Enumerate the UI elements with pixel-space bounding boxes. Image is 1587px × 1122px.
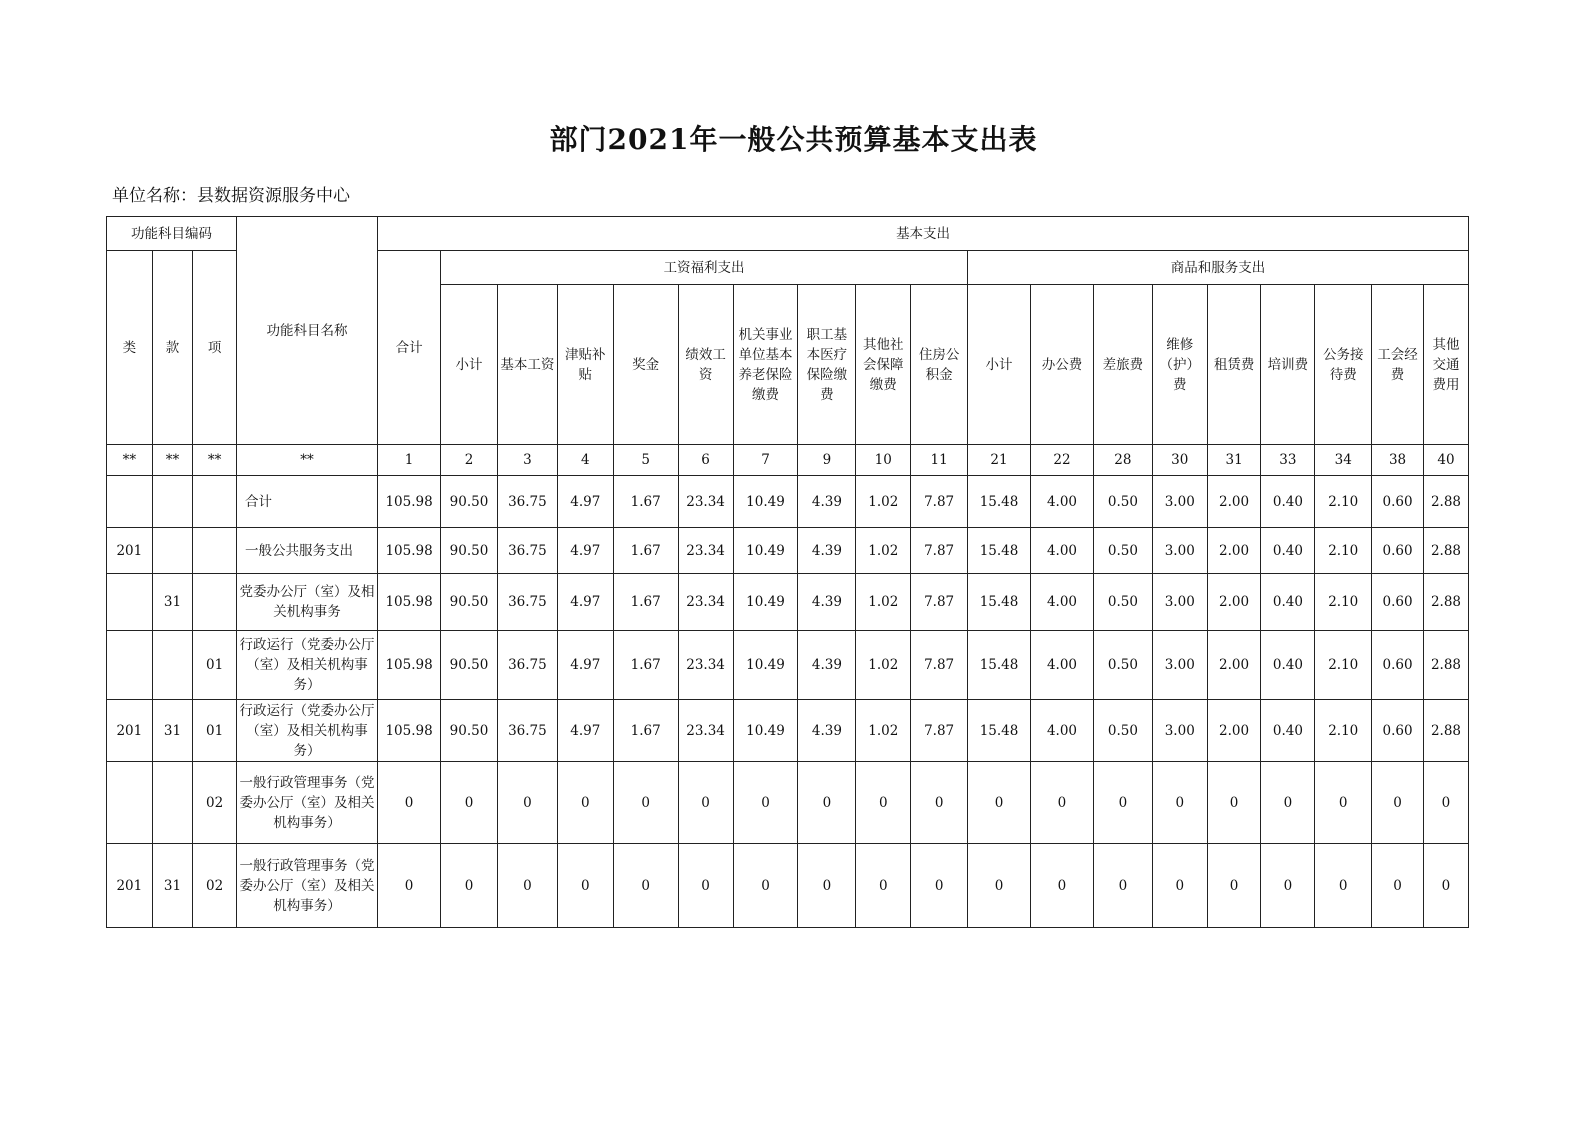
value-cell: 1.02: [856, 476, 911, 528]
value-cell: 0: [911, 762, 968, 844]
column-code-cell: **: [152, 445, 193, 476]
column-code-cell: 22: [1031, 445, 1094, 476]
value-cell: 4.39: [798, 476, 856, 528]
value-cell: 1.02: [856, 528, 911, 574]
value-cell: 1.67: [613, 700, 678, 762]
value-cell: 3.00: [1152, 528, 1207, 574]
salary-group-header: 工资福利支出: [441, 251, 968, 285]
lei-cell: [107, 476, 153, 528]
xiang-cell: 02: [193, 762, 237, 844]
unit-name-label: 单位名称：县数据资源服务中心: [112, 186, 350, 206]
xiang-cell: 01: [193, 631, 237, 700]
xiang-cell: 02: [193, 844, 237, 928]
value-cell: 0: [1152, 844, 1207, 928]
xiang-cell: [193, 528, 237, 574]
header-row-1: [107, 217, 1469, 251]
column-code-cell: 2: [441, 445, 498, 476]
value-cell: 0: [1315, 762, 1372, 844]
value-cell: 0: [497, 762, 557, 844]
value-cell: 4.97: [557, 700, 613, 762]
value-cell: 0: [497, 844, 557, 928]
value-cell: 90.50: [441, 528, 498, 574]
kuan-cell: 31: [152, 844, 193, 928]
value-cell: 4.00: [1031, 631, 1094, 700]
value-cell: 4.97: [557, 574, 613, 631]
value-cell: 0.60: [1372, 528, 1424, 574]
salary-col-header: 绩效工资: [678, 285, 733, 445]
xiang-cell: 01: [193, 700, 237, 762]
salary-col-header: 住房公积金: [911, 285, 968, 445]
value-cell: 1.67: [613, 574, 678, 631]
value-cell: 0: [1152, 762, 1207, 844]
value-cell: 0: [557, 762, 613, 844]
value-cell: 90.50: [441, 574, 498, 631]
value-cell: 4.97: [557, 528, 613, 574]
value-cell: 36.75: [497, 700, 557, 762]
column-code-cell: 30: [1152, 445, 1207, 476]
value-cell: 3.00: [1152, 574, 1207, 631]
lei-cell: 201: [107, 528, 153, 574]
column-code-cell: 40: [1423, 445, 1468, 476]
function-name-cell: 行政运行（党委办公厅（室）及相关机构事务）: [236, 631, 377, 700]
name-header: 功能科目名称: [236, 217, 377, 445]
value-cell: 0: [378, 844, 441, 928]
kuan-cell: 31: [152, 574, 193, 631]
value-cell: 3.00: [1152, 631, 1207, 700]
value-cell: 0.60: [1372, 700, 1424, 762]
value-cell: 0.60: [1372, 631, 1424, 700]
goods-group-header: 商品和服务支出: [968, 251, 1469, 285]
value-cell: 2.00: [1207, 700, 1261, 762]
goods-col-header: 公务接待费: [1315, 285, 1372, 445]
goods-col-header: 小计: [968, 285, 1031, 445]
column-code-cell: 33: [1261, 445, 1315, 476]
column-code-cell: 5: [613, 445, 678, 476]
value-cell: 23.34: [678, 700, 733, 762]
value-cell: 4.00: [1031, 700, 1094, 762]
lei-cell: 201: [107, 844, 153, 928]
column-code-cell: 1: [378, 445, 441, 476]
value-cell: 4.97: [557, 631, 613, 700]
value-cell: 0: [678, 762, 733, 844]
value-cell: 15.48: [968, 528, 1031, 574]
xiang-header: 项: [193, 251, 237, 445]
table-row: [107, 844, 1469, 928]
function-name-cell: 一般行政管理事务（党委办公厅（室）及相关机构事务）: [236, 844, 377, 928]
column-code-cell: **: [107, 445, 153, 476]
column-code-cell: 9: [798, 445, 856, 476]
value-cell: 1.02: [856, 574, 911, 631]
value-cell: 0: [1372, 762, 1424, 844]
value-cell: 0: [1093, 762, 1152, 844]
kuan-cell: 31: [152, 700, 193, 762]
value-cell: 0.40: [1261, 631, 1315, 700]
value-cell: 0.40: [1261, 476, 1315, 528]
value-cell: 23.34: [678, 574, 733, 631]
value-cell: 2.10: [1315, 700, 1372, 762]
value-cell: 2.88: [1423, 631, 1468, 700]
value-cell: 0: [1031, 762, 1094, 844]
value-cell: 0: [798, 762, 856, 844]
value-cell: 0: [1093, 844, 1152, 928]
table-row: [107, 528, 1469, 574]
goods-col-header: 维修（护）费: [1152, 285, 1207, 445]
value-cell: 36.75: [497, 631, 557, 700]
value-cell: 0: [968, 762, 1031, 844]
column-code-row: [107, 445, 1469, 476]
value-cell: 3.00: [1152, 476, 1207, 528]
value-cell: 4.39: [798, 631, 856, 700]
value-cell: 0: [678, 844, 733, 928]
value-cell: 15.48: [968, 700, 1031, 762]
value-cell: 4.39: [798, 528, 856, 574]
column-code-cell: 3: [497, 445, 557, 476]
value-cell: 36.75: [497, 528, 557, 574]
value-cell: 2.00: [1207, 528, 1261, 574]
value-cell: 0.60: [1372, 476, 1424, 528]
table-row: [107, 700, 1469, 762]
salary-col-header: 奖金: [613, 285, 678, 445]
lei-cell: 201: [107, 700, 153, 762]
xiang-cell: [193, 574, 237, 631]
value-cell: 36.75: [497, 574, 557, 631]
value-cell: 105.98: [378, 528, 441, 574]
goods-col-header: 租赁费: [1207, 285, 1261, 445]
value-cell: 105.98: [378, 476, 441, 528]
kuan-header: 款: [152, 251, 193, 445]
value-cell: 4.39: [798, 700, 856, 762]
column-code-cell: 7: [733, 445, 798, 476]
value-cell: 0.50: [1093, 631, 1152, 700]
basic-expense-header: 基本支出: [378, 217, 1469, 251]
function-name-cell: 一般行政管理事务（党委办公厅（室）及相关机构事务）: [236, 762, 377, 844]
column-code-cell: 10: [856, 445, 911, 476]
column-code-cell: **: [236, 445, 377, 476]
value-cell: 4.00: [1031, 528, 1094, 574]
value-cell: 0.40: [1261, 700, 1315, 762]
value-cell: 2.10: [1315, 528, 1372, 574]
value-cell: 105.98: [378, 631, 441, 700]
value-cell: 105.98: [378, 574, 441, 631]
function-name-cell: 行政运行（党委办公厅（室）及相关机构事务）: [236, 700, 377, 762]
value-cell: 2.88: [1423, 476, 1468, 528]
function-name-cell: 党委办公厅（室）及相关机构事务: [236, 574, 377, 631]
value-cell: 0.50: [1093, 700, 1152, 762]
value-cell: 0.40: [1261, 574, 1315, 631]
salary-col-header: 小计: [441, 285, 498, 445]
value-cell: 10.49: [733, 528, 798, 574]
column-code-cell: 31: [1207, 445, 1261, 476]
value-cell: 2.00: [1207, 476, 1261, 528]
salary-col-header: 其他社会保障缴费: [856, 285, 911, 445]
kuan-cell: [152, 631, 193, 700]
lei-cell: [107, 631, 153, 700]
column-code-cell: 28: [1093, 445, 1152, 476]
value-cell: 0.40: [1261, 528, 1315, 574]
value-cell: 2.10: [1315, 476, 1372, 528]
value-cell: 3.00: [1152, 700, 1207, 762]
value-cell: 2.00: [1207, 574, 1261, 631]
salary-col-header: 津贴补贴: [557, 285, 613, 445]
salary-col-header: 职工基本医疗保险缴费: [798, 285, 856, 445]
goods-col-header: 差旅费: [1093, 285, 1152, 445]
value-cell: 7.87: [911, 700, 968, 762]
value-cell: 0: [968, 844, 1031, 928]
column-code-cell: 11: [911, 445, 968, 476]
value-cell: 4.00: [1031, 476, 1094, 528]
value-cell: 1.02: [856, 631, 911, 700]
value-cell: 4.39: [798, 574, 856, 631]
code-group-header: 功能科目编码: [107, 217, 237, 251]
value-cell: 7.87: [911, 476, 968, 528]
value-cell: 0: [733, 844, 798, 928]
salary-col-header: 机关事业单位基本养老保险缴费: [733, 285, 798, 445]
page-title: 部门2021年一般公共预算基本支出表: [549, 123, 1038, 156]
column-code-cell: 6: [678, 445, 733, 476]
value-cell: 0: [911, 844, 968, 928]
lei-header: 类: [107, 251, 153, 445]
lei-cell: [107, 762, 153, 844]
value-cell: 0: [1315, 844, 1372, 928]
value-cell: 2.88: [1423, 528, 1468, 574]
value-cell: 0.50: [1093, 574, 1152, 631]
value-cell: 0: [856, 844, 911, 928]
value-cell: 15.48: [968, 574, 1031, 631]
value-cell: 10.49: [733, 631, 798, 700]
salary-col-header: 基本工资: [497, 285, 557, 445]
xiang-cell: [193, 476, 237, 528]
value-cell: 0: [733, 762, 798, 844]
table-row: [107, 631, 1469, 700]
column-code-cell: 34: [1315, 445, 1372, 476]
table-row: [107, 762, 1469, 844]
value-cell: 23.34: [678, 631, 733, 700]
value-cell: 0: [1423, 844, 1468, 928]
value-cell: 1.67: [613, 476, 678, 528]
value-cell: 2.88: [1423, 700, 1468, 762]
column-code-cell: 4: [557, 445, 613, 476]
value-cell: 23.34: [678, 476, 733, 528]
value-cell: 0.50: [1093, 476, 1152, 528]
value-cell: 0: [441, 762, 498, 844]
value-cell: 7.87: [911, 528, 968, 574]
column-code-cell: 38: [1372, 445, 1424, 476]
kuan-cell: [152, 762, 193, 844]
value-cell: 0: [856, 762, 911, 844]
value-cell: 2.88: [1423, 574, 1468, 631]
value-cell: 0: [1261, 762, 1315, 844]
goods-col-header: 培训费: [1261, 285, 1315, 445]
value-cell: 90.50: [441, 700, 498, 762]
goods-col-header: 其他交通费用: [1423, 285, 1468, 445]
value-cell: 0: [613, 762, 678, 844]
value-cell: 7.87: [911, 631, 968, 700]
kuan-cell: [152, 476, 193, 528]
value-cell: 2.10: [1315, 574, 1372, 631]
value-cell: 0.50: [1093, 528, 1152, 574]
value-cell: 0: [1207, 762, 1261, 844]
value-cell: 23.34: [678, 528, 733, 574]
goods-col-header: 办公费: [1031, 285, 1094, 445]
column-code-cell: **: [193, 445, 237, 476]
column-code-cell: 21: [968, 445, 1031, 476]
goods-col-header: 工会经费: [1372, 285, 1424, 445]
table-row: [107, 476, 1469, 528]
value-cell: 15.48: [968, 476, 1031, 528]
value-cell: 1.02: [856, 700, 911, 762]
value-cell: 2.10: [1315, 631, 1372, 700]
value-cell: 0: [557, 844, 613, 928]
value-cell: 36.75: [497, 476, 557, 528]
function-name-cell: 合计: [236, 476, 377, 528]
value-cell: 10.49: [733, 476, 798, 528]
value-cell: 0: [441, 844, 498, 928]
value-cell: 0: [613, 844, 678, 928]
value-cell: 105.98: [378, 700, 441, 762]
value-cell: 0: [1261, 844, 1315, 928]
value-cell: 1.67: [613, 631, 678, 700]
value-cell: 15.48: [968, 631, 1031, 700]
value-cell: 2.00: [1207, 631, 1261, 700]
value-cell: 0: [1031, 844, 1094, 928]
lei-cell: [107, 574, 153, 631]
value-cell: 10.49: [733, 700, 798, 762]
value-cell: 0: [378, 762, 441, 844]
budget-table: [106, 216, 1469, 928]
value-cell: 4.00: [1031, 574, 1094, 631]
function-name-cell: 一般公共服务支出: [236, 528, 377, 574]
value-cell: 4.97: [557, 476, 613, 528]
value-cell: 90.50: [441, 631, 498, 700]
value-cell: 1.67: [613, 528, 678, 574]
value-cell: 0: [1207, 844, 1261, 928]
value-cell: 7.87: [911, 574, 968, 631]
value-cell: 0: [798, 844, 856, 928]
value-cell: 0: [1423, 762, 1468, 844]
value-cell: 0: [1372, 844, 1424, 928]
value-cell: 0.60: [1372, 574, 1424, 631]
table-row: [107, 574, 1469, 631]
value-cell: 90.50: [441, 476, 498, 528]
kuan-cell: [152, 528, 193, 574]
value-cell: 10.49: [733, 574, 798, 631]
total-header: 合计: [378, 251, 441, 445]
